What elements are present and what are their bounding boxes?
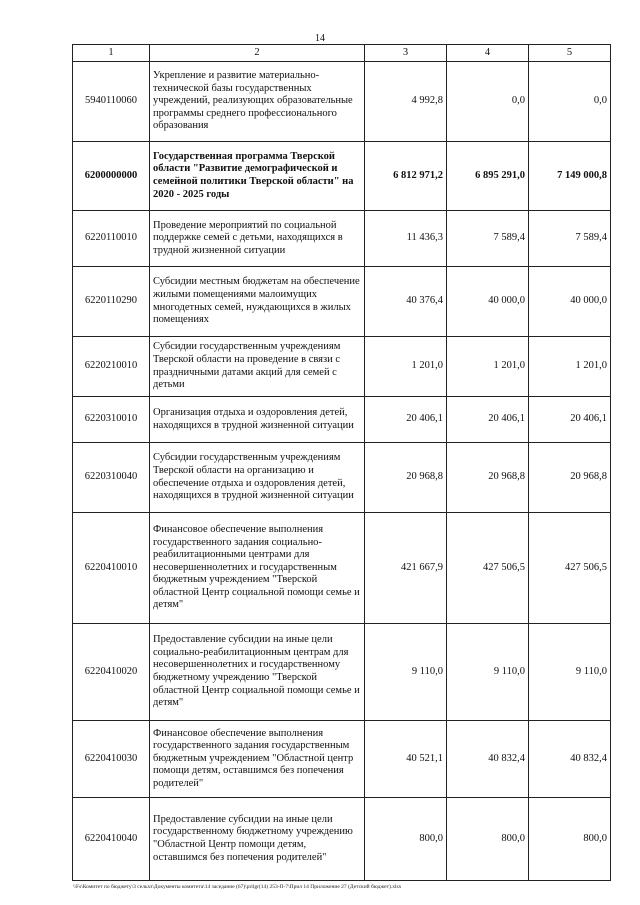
name-cell: Субсидии государственным учреждениям Тверской области на организацию и обеспечение отдыха и оздоровления детей, находящихся в трудной жизненной ситуации <box>150 443 365 513</box>
value-cell-col5: 427 506,5 <box>529 513 611 624</box>
table-row <box>73 211 611 267</box>
value-cell-col5: 40 000,0 <box>529 267 611 337</box>
value-cell-col4: 427 506,5 <box>447 513 529 624</box>
table-row <box>73 513 611 624</box>
name-cell: Организация отдыха и оздоровления детей, находящихся в трудной жизненной ситуации <box>150 397 365 443</box>
value-cell-col3: 9 110,0 <box>365 624 447 721</box>
page-number: 14 <box>315 33 325 44</box>
value-cell-col3: 40 521,1 <box>365 721 447 798</box>
value-cell-col5: 20 406,1 <box>529 397 611 443</box>
value-cell-col3: 421 667,9 <box>365 513 447 624</box>
code-cell: 6220310010 <box>73 397 150 443</box>
value-cell-col3: 800,0 <box>365 798 447 881</box>
code-cell: 6220110010 <box>73 211 150 267</box>
value-cell-col4: 1 201,0 <box>447 337 529 397</box>
value-cell-col5: 7 589,4 <box>529 211 611 267</box>
column-header: 5 <box>529 45 611 62</box>
column-header: 4 <box>447 45 529 62</box>
file-path-footer: \\Fs\Комитет по бюджету\3 сельхз\Документы комитета\14 заседание (67)\prilgr(14) 253-П-7\Прил 14 Приложение 27 (Детский бюджет).xlsx <box>73 884 402 890</box>
value-cell-col4: 40 832,4 <box>447 721 529 798</box>
name-cell: Проведение мероприятий по социальной поддержке семей с детьми, находящихся в трудной жизненной ситуации <box>150 211 365 267</box>
name-cell: Укрепление и развитие материально-технической базы государственных учреждений, реализующих образовательные программы среднего профессионального образования <box>150 62 365 142</box>
code-cell: 6220210010 <box>73 337 150 397</box>
name-cell: Субсидии местным бюджетам на обеспечение жилыми помещениями малоимущих многодетных семей, нуждающихся в жилых помещениях <box>150 267 365 337</box>
table-row <box>73 798 611 881</box>
header-row <box>73 45 611 62</box>
value-cell-col4: 20 406,1 <box>447 397 529 443</box>
name-cell: Государственная программа Тверской области "Развитие демографической и семейной политики Тверской области" на 2020 - 2025 годы <box>150 142 365 211</box>
code-cell: 6220310040 <box>73 443 150 513</box>
code-cell: 6220410020 <box>73 624 150 721</box>
value-cell-col3: 40 376,4 <box>365 267 447 337</box>
budget-table <box>72 44 611 881</box>
table-row <box>73 62 611 142</box>
value-cell-col4: 800,0 <box>447 798 529 881</box>
value-cell-col5: 40 832,4 <box>529 721 611 798</box>
value-cell-col3: 11 436,3 <box>365 211 447 267</box>
column-header: 2 <box>150 45 365 62</box>
table-row <box>73 624 611 721</box>
code-cell: 5940110060 <box>73 62 150 142</box>
code-cell: 6220410030 <box>73 721 150 798</box>
value-cell-col4: 0,0 <box>447 62 529 142</box>
value-cell-col3: 1 201,0 <box>365 337 447 397</box>
table-row <box>73 397 611 443</box>
value-cell-col5: 20 968,8 <box>529 443 611 513</box>
value-cell-col4: 20 968,8 <box>447 443 529 513</box>
column-header: 1 <box>73 45 150 62</box>
value-cell-col4: 7 589,4 <box>447 211 529 267</box>
code-cell: 6220410040 <box>73 798 150 881</box>
code-cell: 6220110290 <box>73 267 150 337</box>
table-row <box>73 337 611 397</box>
value-cell-col5: 0,0 <box>529 62 611 142</box>
value-cell-col3: 6 812 971,2 <box>365 142 447 211</box>
value-cell-col5: 1 201,0 <box>529 337 611 397</box>
value-cell-col5: 800,0 <box>529 798 611 881</box>
code-cell: 6200000000 <box>73 142 150 211</box>
name-cell: Предоставление субсидии на иные цели государственному бюджетному учреждению "Областной Центр помощи детям, оставшимся без попечения родителей" <box>150 798 365 881</box>
name-cell: Финансовое обеспечение выполнения государственного задания государственным бюджетным учреждением "Областной центр помощи детям, оставшимся без попечения родителей" <box>150 721 365 798</box>
name-cell: Субсидии государственным учреждениям Тверской области на проведение в связи с праздничными датами акций для семей с детьми <box>150 337 365 397</box>
column-header: 3 <box>365 45 447 62</box>
value-cell-col3: 20 968,8 <box>365 443 447 513</box>
value-cell-col3: 20 406,1 <box>365 397 447 443</box>
value-cell-col5: 7 149 000,8 <box>529 142 611 211</box>
name-cell: Финансовое обеспечение выполнения государственного задания социально-реабилитационными центрами для несовершеннолетних и государственным бюджетным учреждением "Тверской областной Центр социальной помощи семье и детям" <box>150 513 365 624</box>
value-cell-col4: 9 110,0 <box>447 624 529 721</box>
value-cell-col4: 6 895 291,0 <box>447 142 529 211</box>
name-cell: Предоставление субсидии на иные цели социально-реабилитационным центрам для несовершеннолетних и государственному бюджетному учреждению "Тверской областной Центр социальной помощи семье и детям" <box>150 624 365 721</box>
value-cell-col4: 40 000,0 <box>447 267 529 337</box>
value-cell-col5: 9 110,0 <box>529 624 611 721</box>
table-row <box>73 267 611 337</box>
code-cell: 6220410010 <box>73 513 150 624</box>
table-row <box>73 443 611 513</box>
table-row <box>73 721 611 798</box>
value-cell-col3: 4 992,8 <box>365 62 447 142</box>
table-row <box>73 142 611 211</box>
